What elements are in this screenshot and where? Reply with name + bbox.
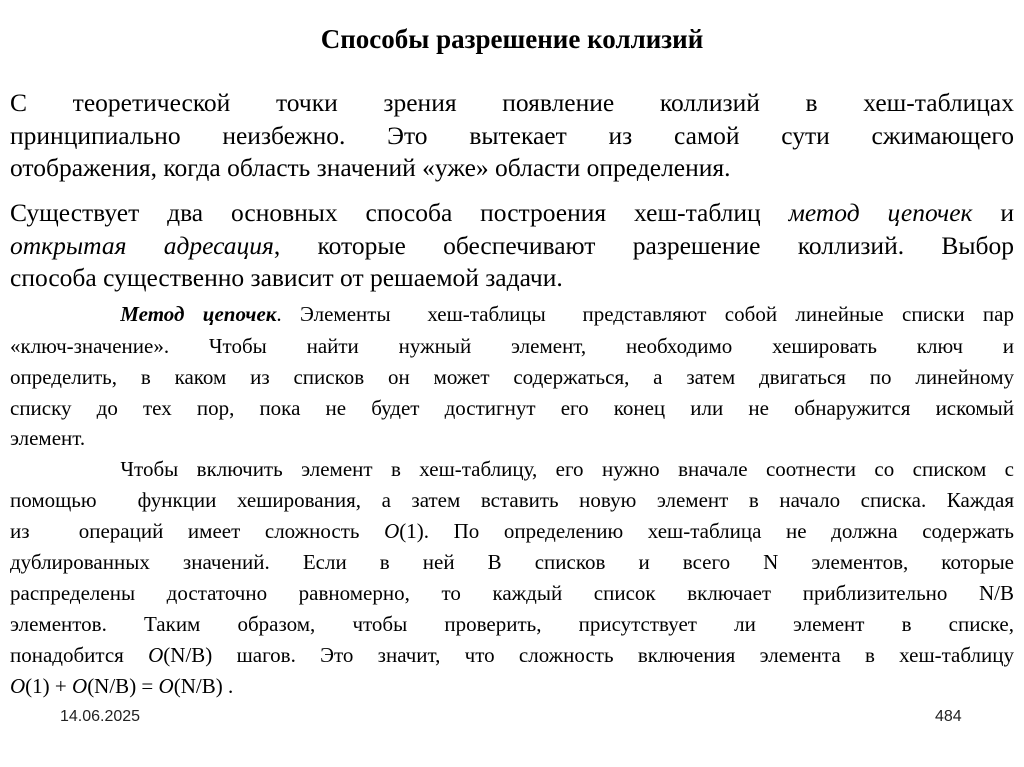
page-number: 484 (935, 708, 962, 725)
paragraph-4-line (10, 519, 1014, 544)
paragraph-4-line (10, 457, 1014, 482)
text-segment: дублированных значений. Если в ней B списков и всего N элементов, которые (10, 550, 1014, 574)
emphasis-text: O (158, 674, 174, 698)
text-segment: Существует два основных способа построения хеш-таблиц (10, 198, 789, 227)
text-segment: понадобится (10, 643, 149, 667)
paragraph-4-line (10, 674, 1014, 699)
paragraph-2-line (10, 198, 1014, 228)
text-segment: и (972, 198, 1014, 227)
slide-title: Способы разрешение коллизий (320, 24, 704, 54)
text-segment: элементов. Таким образом, чтобы проверить, присутствует ли элемент в списке, (10, 612, 1014, 636)
paragraph-3-line (10, 302, 1014, 327)
text-segment: С теоретической точки зрения появление коллизий в хеш-таблицах (10, 88, 1014, 117)
paragraph-4-line (10, 643, 1014, 668)
text-segment: принципиально неизбежно. Это вытекает из самой сути сжимающего (10, 121, 1014, 150)
text-segment: «ключ-значение». Чтобы найти нужный элемент, необходимо хешировать ключ и (10, 334, 1014, 358)
text-segment: распределены достаточно равномерно, то каждый список включает приблизительно N/B (10, 581, 1014, 605)
text-segment: (1) + (25, 674, 73, 698)
text-segment: (N/B) шагов. Это значит, что сложность включения элемента в хеш-таблицу (163, 643, 1014, 667)
paragraph-3-line (10, 396, 1014, 421)
text-segment: (N/B) = (87, 674, 159, 698)
text-segment: отображения, когда область значений «уже» области определения. (10, 153, 731, 182)
text-segment: Чтобы включить элемент в хеш-таблицу, его нужно вначале соотнести со списком с (10, 457, 1014, 481)
emphasis-text: O (10, 674, 26, 698)
paragraph-1-line (10, 121, 1014, 151)
paragraph-3-line (10, 426, 1014, 451)
paragraph-2-line (10, 263, 1014, 293)
text-segment: . Элементы хеш-таблицы представляют собой линейные списки пар (276, 302, 1014, 326)
paragraph-4-line (10, 550, 1014, 575)
text-segment: помощью функции хеширования, а затем вставить новую элемент в начало списка. Каждая (10, 488, 1014, 512)
emphasis-text: O (384, 519, 400, 543)
paragraph-2-line (10, 231, 1014, 261)
text-segment: списку до тех пор, пока не будет достигнут его конец или не обнаружится искомый (10, 396, 1014, 420)
text-segment: способа существенно зависит от решаемой задачи. (10, 263, 563, 292)
text-segment: определить, в каком из списков он может содержаться, а затем двигаться по линейному (10, 365, 1014, 389)
text-segment: (1). По определению хеш-таблица не должна содержать (399, 519, 1014, 543)
paragraph-1-line (10, 153, 1014, 183)
emphasis-text: O (148, 643, 164, 667)
emphasis-text: Метод цепочек (120, 302, 277, 326)
text-segment: , которые обеспечивают разрешение коллизий. Выбор (273, 231, 1014, 260)
emphasis-text: O (72, 674, 88, 698)
emphasis-text: открытая адресация (10, 231, 274, 260)
paragraph-1-line (10, 88, 1014, 118)
text-segment (10, 302, 120, 326)
paragraph-4-line (10, 612, 1014, 637)
paragraph-4-line (10, 488, 1014, 513)
text-segment: (N/B) . (173, 674, 234, 698)
emphasis-text: метод цепочек (788, 198, 973, 227)
paragraph-4-line (10, 581, 1014, 606)
paragraph-3-line (10, 365, 1014, 390)
footer-date: 14.06.2025 (60, 708, 141, 725)
text-segment: элемент. (10, 426, 86, 450)
text-segment: из операций имеет сложность (10, 519, 385, 543)
paragraph-3-line (10, 334, 1014, 359)
